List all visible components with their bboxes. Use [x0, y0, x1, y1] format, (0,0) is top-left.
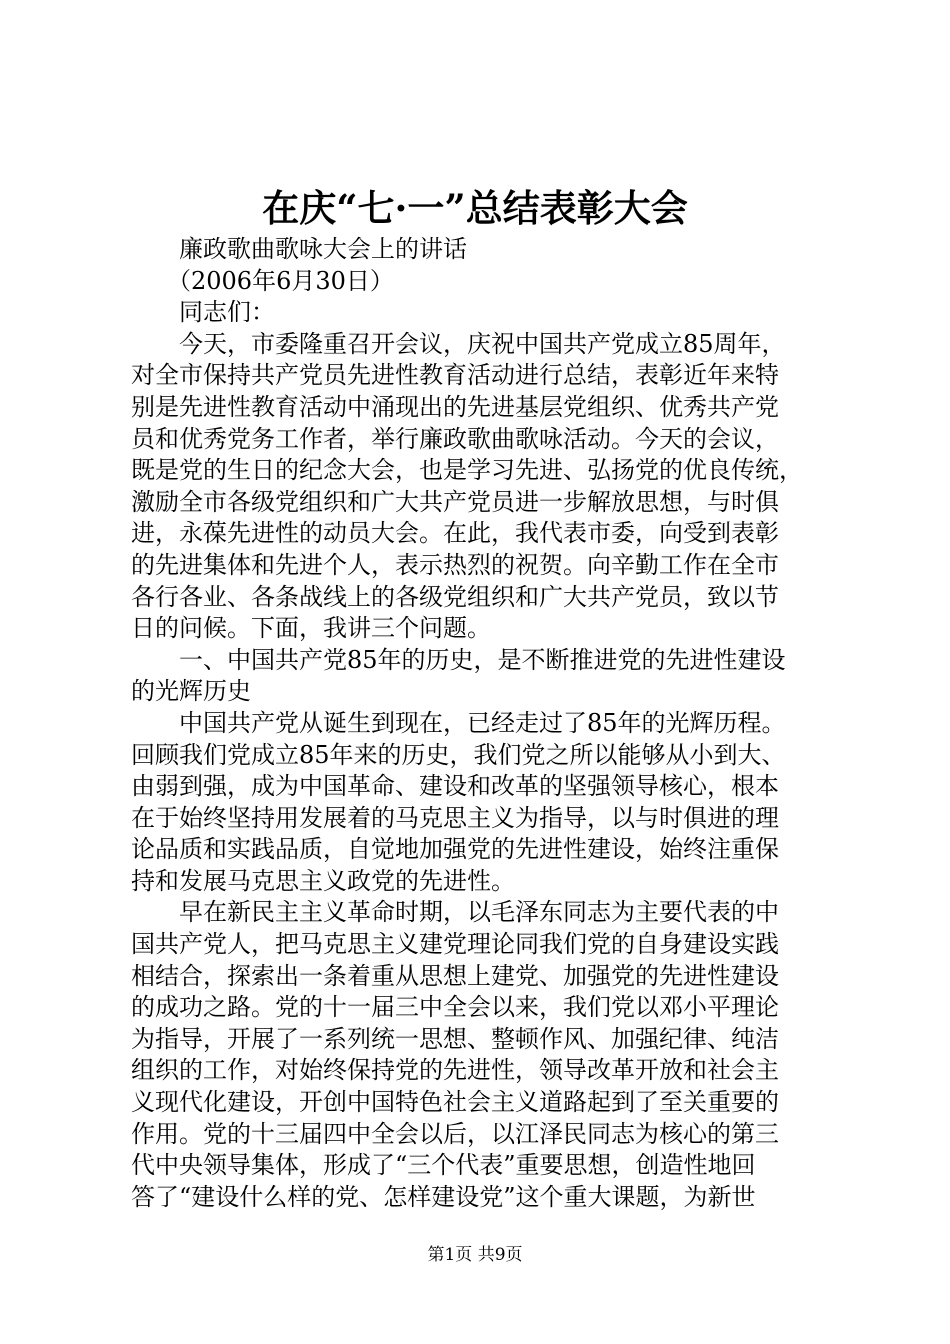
- body-line: 的成功之路。党的十一届三中全会以来，我们党以邓小平理论: [131, 993, 779, 1022]
- body-line: 组织的工作，对始终保持党的先进性，领导改革开放和社会主: [131, 1056, 779, 1085]
- body-line: 中国共产党从诞生到现在，已经走过了85年的光辉历程。: [131, 708, 786, 737]
- body-line: 激励全市各级党组织和广大共产党员进一步解放思想，与时俱: [131, 487, 779, 516]
- body-line: 对全市保持共产党员先进性教育活动进行总结，表彰近年来特: [131, 361, 779, 390]
- body-line: 在于始终坚持用发展着的马克思主义为指导，以与时俱进的理: [131, 803, 779, 832]
- document-title: 在庆“七·一”总结表彰大会: [262, 186, 688, 230]
- body-line: 既是党的生日的纪念大会，也是学习先进、弘扬党的优良传统，: [131, 456, 803, 485]
- body-line: 员和优秀党务工作者，举行廉政歌曲歌咏活动。今天的会议，: [131, 424, 779, 453]
- body-line: 国共产党人，把马克思主义建党理论同我们党的自身建设实践: [131, 930, 779, 959]
- body-line: 一、中国共产党85年的历史，是不断推进党的先进性建设: [131, 645, 786, 674]
- body-line: 廉政歌曲歌咏大会上的讲话: [131, 235, 467, 263]
- body-line: 义现代化建设，开创中国特色社会主义道路起到了至关重要的: [131, 1088, 779, 1117]
- body-line: 的光辉历史: [131, 677, 251, 706]
- body-line: 日的问候。下面，我讲三个问题。: [131, 614, 491, 643]
- body-line: 同志们：: [131, 298, 275, 327]
- body-line: 答了“建设什么样的党、怎样建设党”这个重大课题，为新世: [131, 1182, 756, 1211]
- body-line: 回顾我们党成立85年来的历史，我们党之所以能够从小到大、: [131, 740, 786, 769]
- body-line: 早在新民主主义革命时期，以毛泽东同志为主要代表的中: [131, 898, 779, 927]
- body-line: 相结合，探索出一条着重从思想上建党、加强党的先进性建设: [131, 961, 779, 990]
- body-line: （2006年6月30日）: [131, 266, 394, 295]
- body-line: 论品质和实践品质，自觉地加强党的先进性建设，始终注重保: [131, 835, 779, 864]
- body-line: 各行各业、各条战线上的各级党组织和广大共产党员，致以节: [131, 582, 779, 611]
- body-line: 持和发展马克思主义政党的先进性。: [131, 866, 515, 895]
- body-line: 别是先进性教育活动中涌现出的先进基层党组织、优秀共产党: [131, 392, 779, 421]
- document-body: [131, 234, 831, 1213]
- body-line: 今天，市委隆重召开会议，庆祝中国共产党成立85周年，: [131, 329, 786, 358]
- body-line: 由弱到强，成为中国革命、建设和改革的坚强领导核心，根本: [131, 772, 779, 801]
- body-line: 进，永葆先进性的动员大会。在此，我代表市委，向受到表彰: [131, 519, 779, 548]
- body-line: 作用。党的十三届四中全会以后，以江泽民同志为核心的第三: [131, 1119, 779, 1148]
- body-line: 为指导，开展了一系列统一思想、整顿作风、加强纪律、纯洁: [131, 1024, 779, 1053]
- page-footer: 第1页 共9页: [427, 1245, 523, 1265]
- body-line: 的先进集体和先进个人，表示热烈的祝贺。向辛勤工作在全市: [131, 550, 779, 579]
- body-line: 代中央领导集体，形成了“三个代表”重要思想，创造性地回: [131, 1151, 756, 1180]
